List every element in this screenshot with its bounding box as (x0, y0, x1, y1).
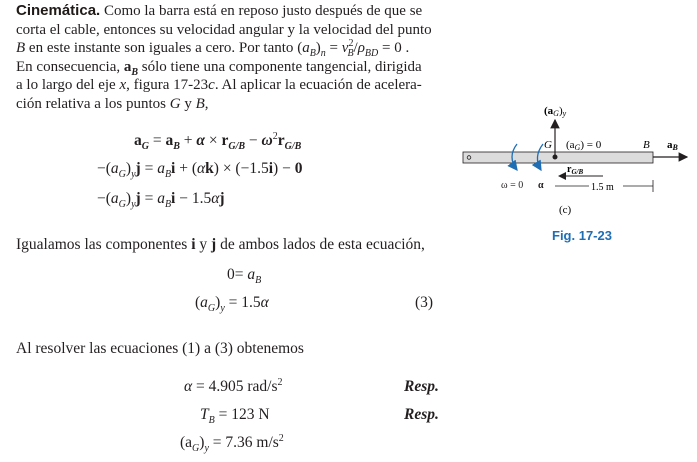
equation-vector: $a_G = a_B + \alpha \times r_{G/B} - \omega^2r_{G/B}$ (134, 130, 302, 153)
result-tension: $T_B = 123$ N (200, 406, 270, 427)
omega-label: ω = 0 (501, 180, 524, 191)
label-G: G (544, 139, 552, 151)
figure-sublabel: (c) (559, 204, 572, 216)
dim-label: 1.5 m (591, 182, 614, 193)
figure-17-23c (455, 100, 695, 225)
alpha-label: α (538, 180, 544, 191)
point-G (553, 155, 558, 160)
equation-component-y: $(a_G)_y = 1.5\alpha$ (195, 294, 269, 315)
aG-x-label: (aG) = 0 (566, 139, 602, 152)
equation-step-1: $-(a_G)_yj = a_Bi + (\alpha k) \times (-1.5i) - 0$ (97, 160, 303, 181)
resp-tag-2: Resp. (404, 406, 439, 423)
resp-tag-1: Resp. (404, 378, 439, 395)
aB-label: aB (667, 139, 678, 152)
result-alpha: α = 4.905 rad/$s^2$ (184, 376, 283, 395)
equation-step-2: $-(a_G)_yj = a_Bi - 1.5\alpha j$ (97, 190, 225, 211)
equation-component-x: $0= a_B$ (227, 266, 262, 287)
section-lead: Cinemática. (16, 2, 101, 19)
equation-number: (3) (415, 294, 434, 311)
intro-paragraph: Cinemática. Como la barra está en reposo justo después de que se corta el cable, entonces su velocidad angular y la velocidad del punto B en este instante son iguales a cero. Por tanto $(a_B)_n = v^2_B/\rho_{BD} = 0$ . En consecuencia, $a_B$ sólo tiene una componente tangencial, dirigida a lo largo del eje x, figura 17-23c. Al aplicar la ecuación de acelera- ción relativa a los puntos G y B, (16, 2, 432, 112)
components-paragraph: Igualamos las componentes i y j de ambos lados de esta ecuación, (16, 236, 425, 253)
bar-shape (463, 152, 653, 163)
solve-paragraph: Al resolver las ecuaciones (1) a (3) obtenemos (16, 340, 304, 357)
r-GB-label: $r_{G/B}$ (567, 164, 584, 176)
aG-y-label: (aG)y (544, 105, 567, 118)
result-accel-g: $(a_G)_y = 7.36$ $m/s^2$ (180, 432, 284, 455)
figure-caption: Fig. 17-23 (552, 228, 612, 243)
label-B: B (643, 139, 650, 151)
